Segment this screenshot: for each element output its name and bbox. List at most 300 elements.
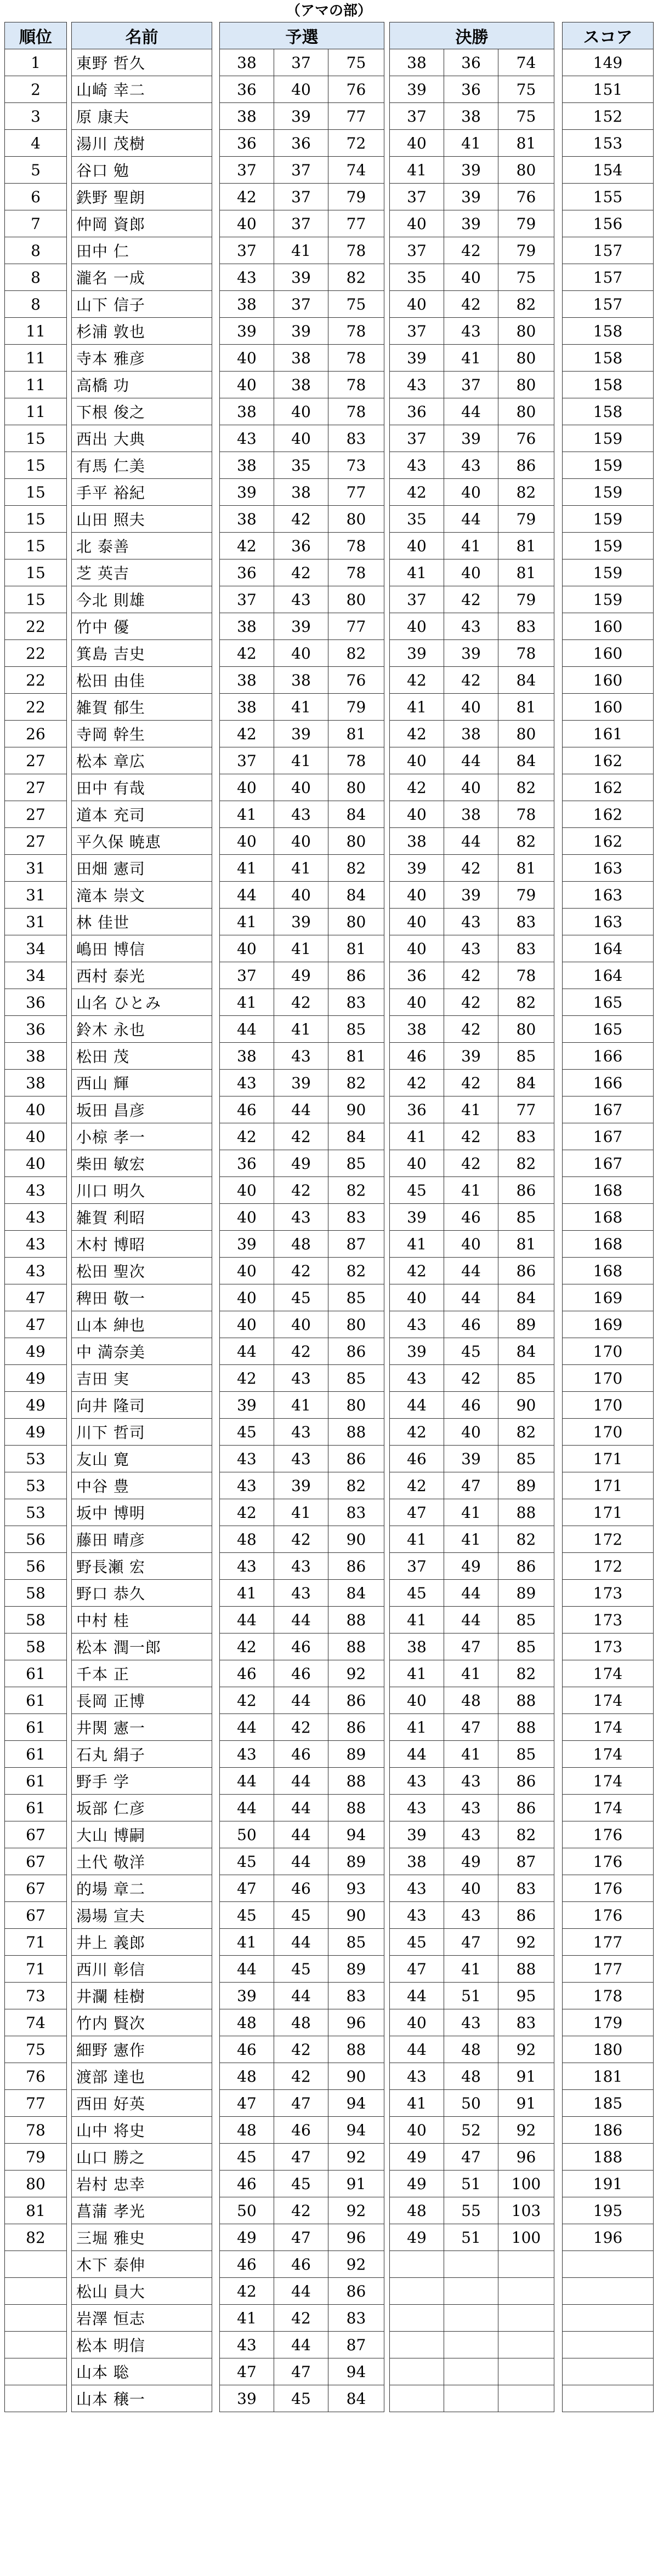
table-row xyxy=(390,2224,554,2251)
final-out-cell: 42 xyxy=(390,1070,444,1096)
final-in-cell: 41 xyxy=(444,533,498,559)
rank-cell: 22 xyxy=(5,667,67,694)
table-row xyxy=(5,452,67,479)
final-in-cell: 47 xyxy=(444,1929,498,1956)
final-total-cell: 80 xyxy=(498,398,554,425)
table-row xyxy=(72,1446,212,1472)
table-row xyxy=(5,801,67,828)
page-title: （アマの部） xyxy=(286,3,372,19)
final-total-cell: 79 xyxy=(498,882,554,909)
rank-cell: 61 xyxy=(5,1687,67,1714)
final-total-cell: 82 xyxy=(498,1419,554,1446)
table-row xyxy=(5,1043,67,1070)
prelim-out-cell: 37 xyxy=(220,747,274,774)
rank-cell: 31 xyxy=(5,909,67,935)
table-row xyxy=(390,801,554,828)
table-row xyxy=(563,1768,654,1795)
table-row xyxy=(563,935,654,962)
player-name-cell: 川下 哲司 xyxy=(72,1419,212,1446)
final-total-cell: 81 xyxy=(498,533,554,559)
final-out-cell: 41 xyxy=(390,1123,444,1150)
table-row xyxy=(563,398,654,425)
table-row xyxy=(390,667,554,694)
prelim-in-cell: 44 xyxy=(274,1795,328,1821)
table-row xyxy=(563,1311,654,1338)
prelim-out-cell: 44 xyxy=(220,1338,274,1365)
prelim-in-cell: 46 xyxy=(274,2117,328,2144)
final-out-cell: 43 xyxy=(390,372,444,398)
prelim-out-cell: 37 xyxy=(220,586,274,613)
table-row xyxy=(72,398,212,425)
prelim-out-cell: 41 xyxy=(220,1580,274,1607)
player-name-cell: 林 佳世 xyxy=(72,909,212,935)
total-score-cell: 152 xyxy=(563,103,654,130)
table-row xyxy=(390,2251,554,2278)
table-row xyxy=(390,1580,554,1607)
prelim-in-cell: 46 xyxy=(274,1741,328,1768)
table-row xyxy=(563,1016,654,1043)
prelim-in-cell: 42 xyxy=(274,1258,328,1284)
table-row xyxy=(563,1258,654,1284)
prelim-out-cell: 44 xyxy=(220,1016,274,1043)
table-row xyxy=(220,747,384,774)
prelim-out-cell: 39 xyxy=(220,2385,274,2412)
rank-cell: 15 xyxy=(5,452,67,479)
final-in-cell: 41 xyxy=(444,1499,498,1526)
total-score-cell: 179 xyxy=(563,2009,654,2036)
table-row xyxy=(72,1848,212,1875)
final-in-cell: 47 xyxy=(444,2144,498,2171)
player-name-cell: 野手 学 xyxy=(72,1768,212,1795)
table-row xyxy=(220,479,384,506)
rank-cell: 38 xyxy=(5,1043,67,1070)
final-in-cell: 39 xyxy=(444,1446,498,1472)
final-in-cell: 51 xyxy=(444,1983,498,2009)
prelim-total-cell: 80 xyxy=(328,586,384,613)
final-in-cell: 42 xyxy=(444,855,498,882)
table-row xyxy=(5,2332,67,2358)
player-name-cell: 西田 好英 xyxy=(72,2090,212,2117)
table-row xyxy=(563,1177,654,1204)
final-in-cell: 39 xyxy=(444,425,498,452)
table-row xyxy=(5,398,67,425)
prelim-in-cell: 41 xyxy=(274,935,328,962)
player-name-cell: 岩村 忠幸 xyxy=(72,2171,212,2197)
final-out-cell: 42 xyxy=(390,774,444,801)
table-row xyxy=(563,1204,654,1231)
final-total-cell: 82 xyxy=(498,479,554,506)
prelim-out-cell: 41 xyxy=(220,1929,274,1956)
final-in-cell xyxy=(444,2385,498,2412)
prelim-in-cell: 41 xyxy=(274,1016,328,1043)
final-out-cell: 40 xyxy=(390,130,444,157)
table-row xyxy=(563,1499,654,1526)
prelim-out-cell: 50 xyxy=(220,1821,274,1848)
rank-cell: 53 xyxy=(5,1472,67,1499)
table-row xyxy=(220,2251,384,2278)
final-out-cell: 48 xyxy=(390,2197,444,2224)
table-row xyxy=(220,533,384,559)
final-out-cell: 42 xyxy=(390,479,444,506)
final-total-cell: 80 xyxy=(498,318,554,345)
total-score-cell xyxy=(563,2332,654,2358)
table-row xyxy=(5,882,67,909)
table-row xyxy=(563,1902,654,1929)
rank-cell: 43 xyxy=(5,1258,67,1284)
table-row xyxy=(72,1526,212,1553)
player-name-cell: 滝本 崇文 xyxy=(72,882,212,909)
prelim-total-cell: 78 xyxy=(328,318,384,345)
prelim-total-cell: 85 xyxy=(328,1929,384,1956)
final-in-cell: 43 xyxy=(444,1821,498,1848)
rank-cell: 34 xyxy=(5,962,67,989)
final-in-cell: 48 xyxy=(444,2063,498,2090)
table-row xyxy=(72,2036,212,2063)
table-row xyxy=(563,1284,654,1311)
prelim-in-cell: 47 xyxy=(274,2358,328,2385)
rank-cell: 61 xyxy=(5,1660,67,1687)
rank-cell: 49 xyxy=(5,1392,67,1419)
player-name-cell: 寺岡 幹生 xyxy=(72,721,212,747)
table-row xyxy=(220,1848,384,1875)
prelim-total-cell: 85 xyxy=(328,1016,384,1043)
table-row xyxy=(220,1204,384,1231)
player-name-cell: 西出 大典 xyxy=(72,425,212,452)
table-row xyxy=(5,1499,67,1526)
final-out-cell: 35 xyxy=(390,506,444,533)
table-row xyxy=(72,130,212,157)
prelim-total-cell: 83 xyxy=(328,2305,384,2332)
rank-cell: 40 xyxy=(5,1150,67,1177)
final-in-cell: 51 xyxy=(444,2171,498,2197)
prelim-total-cell: 89 xyxy=(328,1848,384,1875)
prelim-total-cell: 86 xyxy=(328,1338,384,1365)
prelim-in-cell: 42 xyxy=(274,2305,328,2332)
table-row xyxy=(5,962,67,989)
prelim-total-cell: 73 xyxy=(328,452,384,479)
final-in-cell: 44 xyxy=(444,1580,498,1607)
table-row xyxy=(72,345,212,372)
prelim-in-cell: 36 xyxy=(274,533,328,559)
total-score-cell: 156 xyxy=(563,210,654,237)
player-name-cell: 千本 正 xyxy=(72,1660,212,1687)
prelim-out-cell: 44 xyxy=(220,882,274,909)
player-name-cell: 山中 将史 xyxy=(72,2117,212,2144)
prelim-total-cell: 87 xyxy=(328,1231,384,1258)
table-row xyxy=(563,2305,654,2332)
total-score-cell: 164 xyxy=(563,935,654,962)
table-row xyxy=(72,1070,212,1096)
prelim-total-cell: 77 xyxy=(328,613,384,640)
player-name-cell: 細野 憲作 xyxy=(72,2036,212,2063)
final-in-cell: 40 xyxy=(444,1419,498,1446)
rank-cell: 27 xyxy=(5,774,67,801)
table-row xyxy=(390,1768,554,1795)
prelim-in-cell: 38 xyxy=(274,372,328,398)
prelim-total-cell: 83 xyxy=(328,1499,384,1526)
prelim-out-cell: 38 xyxy=(220,506,274,533)
final-in-cell: 40 xyxy=(444,694,498,721)
total-score-cell: 168 xyxy=(563,1231,654,1258)
table-row xyxy=(72,264,212,291)
table-row xyxy=(72,157,212,184)
table-row xyxy=(72,882,212,909)
total-score-cell: 162 xyxy=(563,828,654,855)
table-row xyxy=(220,318,384,345)
player-name-cell: 湯場 宣夫 xyxy=(72,1902,212,1929)
player-name-cell: 芝 英吉 xyxy=(72,559,212,586)
prelim-total-cell: 85 xyxy=(328,1284,384,1311)
prelim-out-cell: 47 xyxy=(220,2358,274,2385)
table-row xyxy=(72,1499,212,1526)
prelim-in-cell: 46 xyxy=(274,1660,328,1687)
prelim-total-cell: 76 xyxy=(328,76,384,103)
table-row xyxy=(72,1043,212,1070)
final-total-cell: 78 xyxy=(498,962,554,989)
table-row xyxy=(390,989,554,1016)
prelim-total-cell: 93 xyxy=(328,1875,384,1902)
table-row xyxy=(563,694,654,721)
rank-cell: 15 xyxy=(5,533,67,559)
prelim-total-cell: 80 xyxy=(328,506,384,533)
total-score-cell: 180 xyxy=(563,2036,654,2063)
table-row xyxy=(72,1392,212,1419)
rank-cell: 56 xyxy=(5,1553,67,1580)
table-row xyxy=(390,1043,554,1070)
prelim-in-cell: 36 xyxy=(274,130,328,157)
table-row xyxy=(220,855,384,882)
total-score-cell: 170 xyxy=(563,1338,654,1365)
player-name-cell: 山崎 幸二 xyxy=(72,76,212,103)
prelim-total-cell: 78 xyxy=(328,237,384,264)
rank-cell xyxy=(5,2358,67,2385)
prelim-in-cell: 46 xyxy=(274,2251,328,2278)
rank-cell: 2 xyxy=(5,76,67,103)
final-in-cell: 43 xyxy=(444,452,498,479)
final-total-cell: 79 xyxy=(498,506,554,533)
rank-cell: 61 xyxy=(5,1741,67,1768)
table-row xyxy=(563,1580,654,1607)
prelim-total-cell: 96 xyxy=(328,2009,384,2036)
rank-cell: 49 xyxy=(5,1419,67,1446)
final-in-cell: 44 xyxy=(444,828,498,855)
rank-cell: 76 xyxy=(5,2063,67,2090)
table-row xyxy=(72,855,212,882)
final-out-cell: 40 xyxy=(390,210,444,237)
prelim-out-cell: 43 xyxy=(220,1446,274,1472)
prelim-out-cell: 38 xyxy=(220,49,274,76)
player-name-cell: 山名 ひとみ xyxy=(72,989,212,1016)
table-row xyxy=(390,774,554,801)
rank-cell: 5 xyxy=(5,157,67,184)
final-out-cell: 43 xyxy=(390,1365,444,1392)
final-out-cell: 45 xyxy=(390,1929,444,1956)
player-name-cell: 野長瀬 宏 xyxy=(72,1553,212,1580)
prelim-total-cell: 78 xyxy=(328,345,384,372)
final-total-cell: 81 xyxy=(498,855,554,882)
rank-cell: 74 xyxy=(5,2009,67,2036)
table-row xyxy=(390,1956,554,1983)
final-out-cell: 41 xyxy=(390,1231,444,1258)
final-out-cell: 41 xyxy=(390,559,444,586)
player-name-cell: 下根 俊之 xyxy=(72,398,212,425)
rank-cell: 58 xyxy=(5,1607,67,1633)
table-row xyxy=(220,989,384,1016)
table-row xyxy=(563,372,654,398)
table-row xyxy=(72,613,212,640)
final-in-cell: 41 xyxy=(444,130,498,157)
table-row xyxy=(220,640,384,667)
table-row xyxy=(220,694,384,721)
final-out-cell: 37 xyxy=(390,1553,444,1580)
total-score-cell: 159 xyxy=(563,533,654,559)
final-in-cell xyxy=(444,2251,498,2278)
prelim-in-cell: 37 xyxy=(274,157,328,184)
table-row xyxy=(72,1338,212,1365)
table-row xyxy=(5,1660,67,1687)
total-score-cell: 162 xyxy=(563,801,654,828)
table-row xyxy=(5,1123,67,1150)
final-in-cell: 44 xyxy=(444,1258,498,1284)
table-row xyxy=(563,1096,654,1123)
rank-cell: 15 xyxy=(5,559,67,586)
table-row xyxy=(5,1902,67,1929)
table-row xyxy=(390,2385,554,2412)
rank-cell xyxy=(5,2305,67,2332)
prelim-out-cell: 40 xyxy=(220,1258,274,1284)
rank-cell: 15 xyxy=(5,586,67,613)
final-total-cell: 88 xyxy=(498,1687,554,1714)
final-out-cell: 43 xyxy=(390,2063,444,2090)
table-row xyxy=(220,1016,384,1043)
final-total-cell: 80 xyxy=(498,157,554,184)
total-score-cell: 168 xyxy=(563,1177,654,1204)
table-row xyxy=(5,694,67,721)
prelim-total-cell: 80 xyxy=(328,909,384,935)
rank-cell: 43 xyxy=(5,1204,67,1231)
player-name-cell: 谷口 勉 xyxy=(72,157,212,184)
table-row xyxy=(220,909,384,935)
table-row xyxy=(5,1365,67,1392)
table-row xyxy=(563,345,654,372)
final-total-cell: 79 xyxy=(498,237,554,264)
table-row xyxy=(5,1687,67,1714)
total-score-cell: 166 xyxy=(563,1070,654,1096)
table-row xyxy=(563,774,654,801)
prelim-out-cell: 37 xyxy=(220,962,274,989)
table-row xyxy=(5,533,67,559)
player-name-cell: 渡部 達也 xyxy=(72,2063,212,2090)
total-score-cell: 174 xyxy=(563,1795,654,1821)
table-row xyxy=(563,184,654,210)
final-in-cell: 40 xyxy=(444,1231,498,1258)
final-total-cell: 76 xyxy=(498,425,554,452)
final-in-cell: 42 xyxy=(444,1016,498,1043)
final-out-cell: 44 xyxy=(390,2036,444,2063)
table-row xyxy=(390,559,554,586)
prelim-in-cell: 39 xyxy=(274,1472,328,1499)
table-row xyxy=(220,2197,384,2224)
total-score-cell: 176 xyxy=(563,1875,654,1902)
table-row xyxy=(563,801,654,828)
prelim-in-cell: 43 xyxy=(274,1365,328,1392)
table-row xyxy=(563,1607,654,1633)
table-row xyxy=(72,694,212,721)
prelim-in-cell: 38 xyxy=(274,479,328,506)
table-row xyxy=(220,962,384,989)
table-row xyxy=(390,2009,554,2036)
final-in-cell: 40 xyxy=(444,264,498,291)
table-row xyxy=(563,237,654,264)
table-row xyxy=(390,909,554,935)
table-row xyxy=(563,1526,654,1553)
table-row xyxy=(220,1795,384,1821)
rank-cell: 3 xyxy=(5,103,67,130)
prelim-total-cell: 72 xyxy=(328,130,384,157)
final-total-cell: 85 xyxy=(498,1204,554,1231)
table-row xyxy=(390,291,554,318)
final-in-cell: 46 xyxy=(444,1204,498,1231)
final-out-cell: 40 xyxy=(390,2009,444,2036)
table-row xyxy=(563,1446,654,1472)
prelim-out-cell: 38 xyxy=(220,103,274,130)
prelim-total-cell: 83 xyxy=(328,425,384,452)
table-row xyxy=(563,1633,654,1660)
table-row xyxy=(390,1284,554,1311)
prelim-total-cell: 82 xyxy=(328,1070,384,1096)
table-row xyxy=(220,372,384,398)
prelim-out-cell: 37 xyxy=(220,157,274,184)
table-row xyxy=(220,1311,384,1338)
prelim-in-cell: 44 xyxy=(274,1096,328,1123)
table-row xyxy=(220,1177,384,1204)
prelim-total-cell: 77 xyxy=(328,210,384,237)
table-row xyxy=(5,1446,67,1472)
table-row xyxy=(220,425,384,452)
prelim-in-cell: 42 xyxy=(274,1714,328,1741)
final-total-cell: 86 xyxy=(498,1553,554,1580)
final-out-cell: 47 xyxy=(390,1499,444,1526)
final-header: 決勝 xyxy=(390,22,554,49)
table-row xyxy=(5,640,67,667)
table-row xyxy=(563,1687,654,1714)
table-row xyxy=(563,2278,654,2305)
table-row xyxy=(72,2278,212,2305)
prelim-in-cell: 41 xyxy=(274,237,328,264)
table-row xyxy=(5,318,67,345)
prelim-in-cell: 42 xyxy=(274,989,328,1016)
table-row xyxy=(220,1096,384,1123)
table-row xyxy=(563,1956,654,1983)
final-total-cell: 85 xyxy=(498,1741,554,1768)
total-score-cell: 191 xyxy=(563,2171,654,2197)
rank-cell: 58 xyxy=(5,1580,67,1607)
table-row xyxy=(5,1553,67,1580)
table-row xyxy=(5,1633,67,1660)
final-total-cell: 76 xyxy=(498,184,554,210)
rank-cell: 77 xyxy=(5,2090,67,2117)
table-row xyxy=(563,909,654,935)
final-in-cell: 42 xyxy=(444,667,498,694)
final-total-cell: 82 xyxy=(498,989,554,1016)
final-out-cell: 36 xyxy=(390,1096,444,1123)
total-score-cell: 196 xyxy=(563,2224,654,2251)
table-row xyxy=(390,1983,554,2009)
rank-cell: 61 xyxy=(5,1795,67,1821)
final-total-cell: 83 xyxy=(498,1123,554,1150)
table-row xyxy=(390,210,554,237)
rank-cell: 67 xyxy=(5,1821,67,1848)
